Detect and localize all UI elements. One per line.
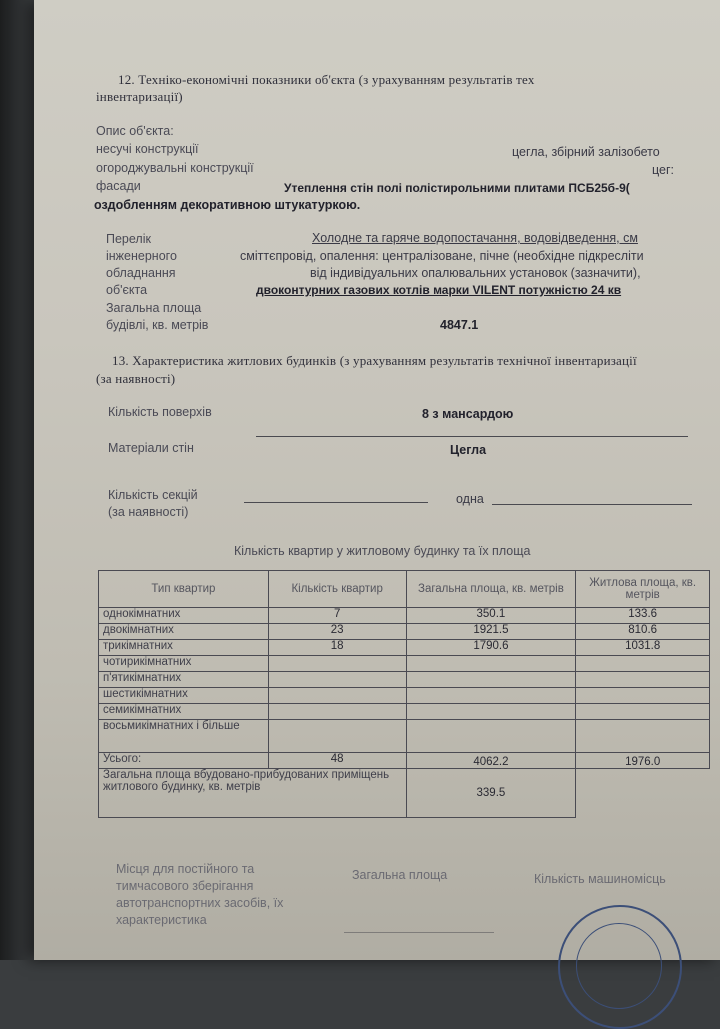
table-row xyxy=(99,608,710,624)
engineering-value-1: Холодне та гаряче водопостачання, водовідведення, см xyxy=(312,231,638,245)
engineering-label-1: Перелік xyxy=(106,232,151,246)
table-row xyxy=(99,640,710,656)
sections-label: Кількість секцій xyxy=(108,488,198,502)
section13-title-line1: 13. Характеристика житлових будинків (з урахуванням результатів технічної інвентаризації xyxy=(112,353,637,368)
parking-label-3: автотранспортних засобів, їх xyxy=(116,896,284,910)
table-row xyxy=(99,672,710,688)
row-living: 810.6 xyxy=(576,624,710,640)
builtin-area-label: Загальна площа вбудовано-прибудованих приміщень житлового будинку, кв. метрів xyxy=(99,769,407,818)
section12-title-line1: 12. Техніко-економічні показники об'єкта (з урахуванням результатів тех xyxy=(118,72,535,87)
row-living: 133.6 xyxy=(576,608,710,624)
section12-title-line2: інвентаризації) xyxy=(96,89,183,104)
row-count: 23 xyxy=(268,624,406,640)
row-type: п'ятикімнатних xyxy=(99,672,269,688)
row-living xyxy=(576,704,710,720)
object-desc-label: Опис об'єкта: xyxy=(96,124,174,138)
row-count xyxy=(268,672,406,688)
table-header-row xyxy=(99,571,710,608)
row-total xyxy=(406,688,576,704)
builtin-empty-cell xyxy=(576,769,710,818)
engineering-label-3: обладнання xyxy=(106,266,176,280)
engineering-value-4: двоконтурних газових котлів марки VILENT потужністю 24 кв xyxy=(256,283,622,297)
row-total xyxy=(406,672,576,688)
row-living xyxy=(576,672,710,688)
sections-value: одна xyxy=(456,492,484,506)
engineering-value-2: сміттєпровід, опалення: централізоване, пічне (необхідне підкресліти xyxy=(240,249,644,263)
row-count xyxy=(268,656,406,672)
row-total: 1921.5 xyxy=(406,624,576,640)
header-count: Кількість квартир xyxy=(268,571,406,608)
row-type: восьмикімнатних і більше xyxy=(99,720,269,753)
apartments-caption: Кількість квартир у житловому будинку та їх площа xyxy=(234,544,531,558)
seal-stamp-inner-ring xyxy=(576,923,662,1009)
facade-label: фасади xyxy=(96,179,141,193)
walls-label: Матеріали стін xyxy=(108,441,194,455)
floors-label: Кількість поверхів xyxy=(108,405,212,419)
parking-label-1: Місця для постійного та xyxy=(116,862,255,876)
walls-value: Цегла xyxy=(450,443,487,457)
table-row xyxy=(99,688,710,704)
enclosing-value: цег: xyxy=(652,163,675,177)
header-living-area: Житлова площа, кв. метрів xyxy=(576,571,710,608)
engineering-value-3: від індивідуальних опалювальних установок (зазначити), xyxy=(310,266,641,280)
total-area-value: 4847.1 xyxy=(440,318,479,332)
row-count: 18 xyxy=(268,640,406,656)
engineering-label-4: об'єкта xyxy=(106,283,148,297)
table-row xyxy=(99,656,710,672)
table-row xyxy=(99,720,710,753)
row-count: 7 xyxy=(268,608,406,624)
parking-count-label: Кількість машиномісць xyxy=(534,872,666,886)
sections-blank-line xyxy=(244,502,428,503)
row-total: 350.1 xyxy=(406,608,576,624)
table-builtin-row xyxy=(99,769,710,818)
table-row xyxy=(99,704,710,720)
row-count xyxy=(268,688,406,704)
parking-area-label: Загальна площа xyxy=(352,868,448,882)
table-row xyxy=(99,624,710,640)
total-area-label-2: будівлі, кв. метрів xyxy=(106,318,209,332)
total-area-label-1: Загальна площа xyxy=(106,301,202,315)
floors-value: 8 з мансардою xyxy=(422,407,514,421)
sections-label-2: (за наявності) xyxy=(108,505,189,519)
row-living: 1031.8 xyxy=(576,640,710,656)
header-total-area: Загальна площа, кв. метрів xyxy=(406,571,576,608)
row-total: 1790.6 xyxy=(406,640,576,656)
row-living xyxy=(576,656,710,672)
row-count xyxy=(268,720,406,753)
floors-underline xyxy=(256,436,688,437)
section13-title-line2: (за наявності) xyxy=(96,371,176,386)
header-type: Тип квартир xyxy=(99,571,269,608)
row-type: трикімнатних xyxy=(99,640,269,656)
row-type: двокімнатних xyxy=(99,624,269,640)
row-living xyxy=(576,688,710,704)
row-total xyxy=(406,704,576,720)
total-total-area: 4062.2 xyxy=(406,753,576,769)
row-type: чотирикімнатних xyxy=(99,656,269,672)
total-count: 48 xyxy=(268,753,406,769)
apartments-table xyxy=(98,570,710,818)
table-total-row xyxy=(99,753,710,769)
facade-value-line2: оздобленням декоративною штукатуркою. xyxy=(94,198,361,212)
row-type: однокімнатних xyxy=(99,608,269,624)
row-total xyxy=(406,656,576,672)
row-type: шестикімнатних xyxy=(99,688,269,704)
bearing-value: цегла, збірний залізобето xyxy=(512,145,660,159)
parking-label-4: характеристика xyxy=(116,913,207,927)
engineering-label-2: інженерного xyxy=(106,249,177,263)
row-count xyxy=(268,704,406,720)
parking-area-line xyxy=(344,932,494,933)
row-type: семикімнатних xyxy=(99,704,269,720)
total-living-area: 1976.0 xyxy=(576,753,710,769)
facade-value-line1: Утеплення стін полі полістирольними плитами ПСБ25б-9( xyxy=(284,181,630,195)
builtin-area-value: 339.5 xyxy=(406,769,576,818)
row-total xyxy=(406,720,576,753)
total-label: Усього: xyxy=(99,753,269,769)
row-living xyxy=(576,720,710,753)
enclosing-label: огороджувальні конструкції xyxy=(96,161,254,175)
parking-label-2: тимчасового зберігання xyxy=(116,879,254,893)
bearing-label: несучі конструкції xyxy=(96,142,199,156)
sections-underline xyxy=(492,504,692,505)
